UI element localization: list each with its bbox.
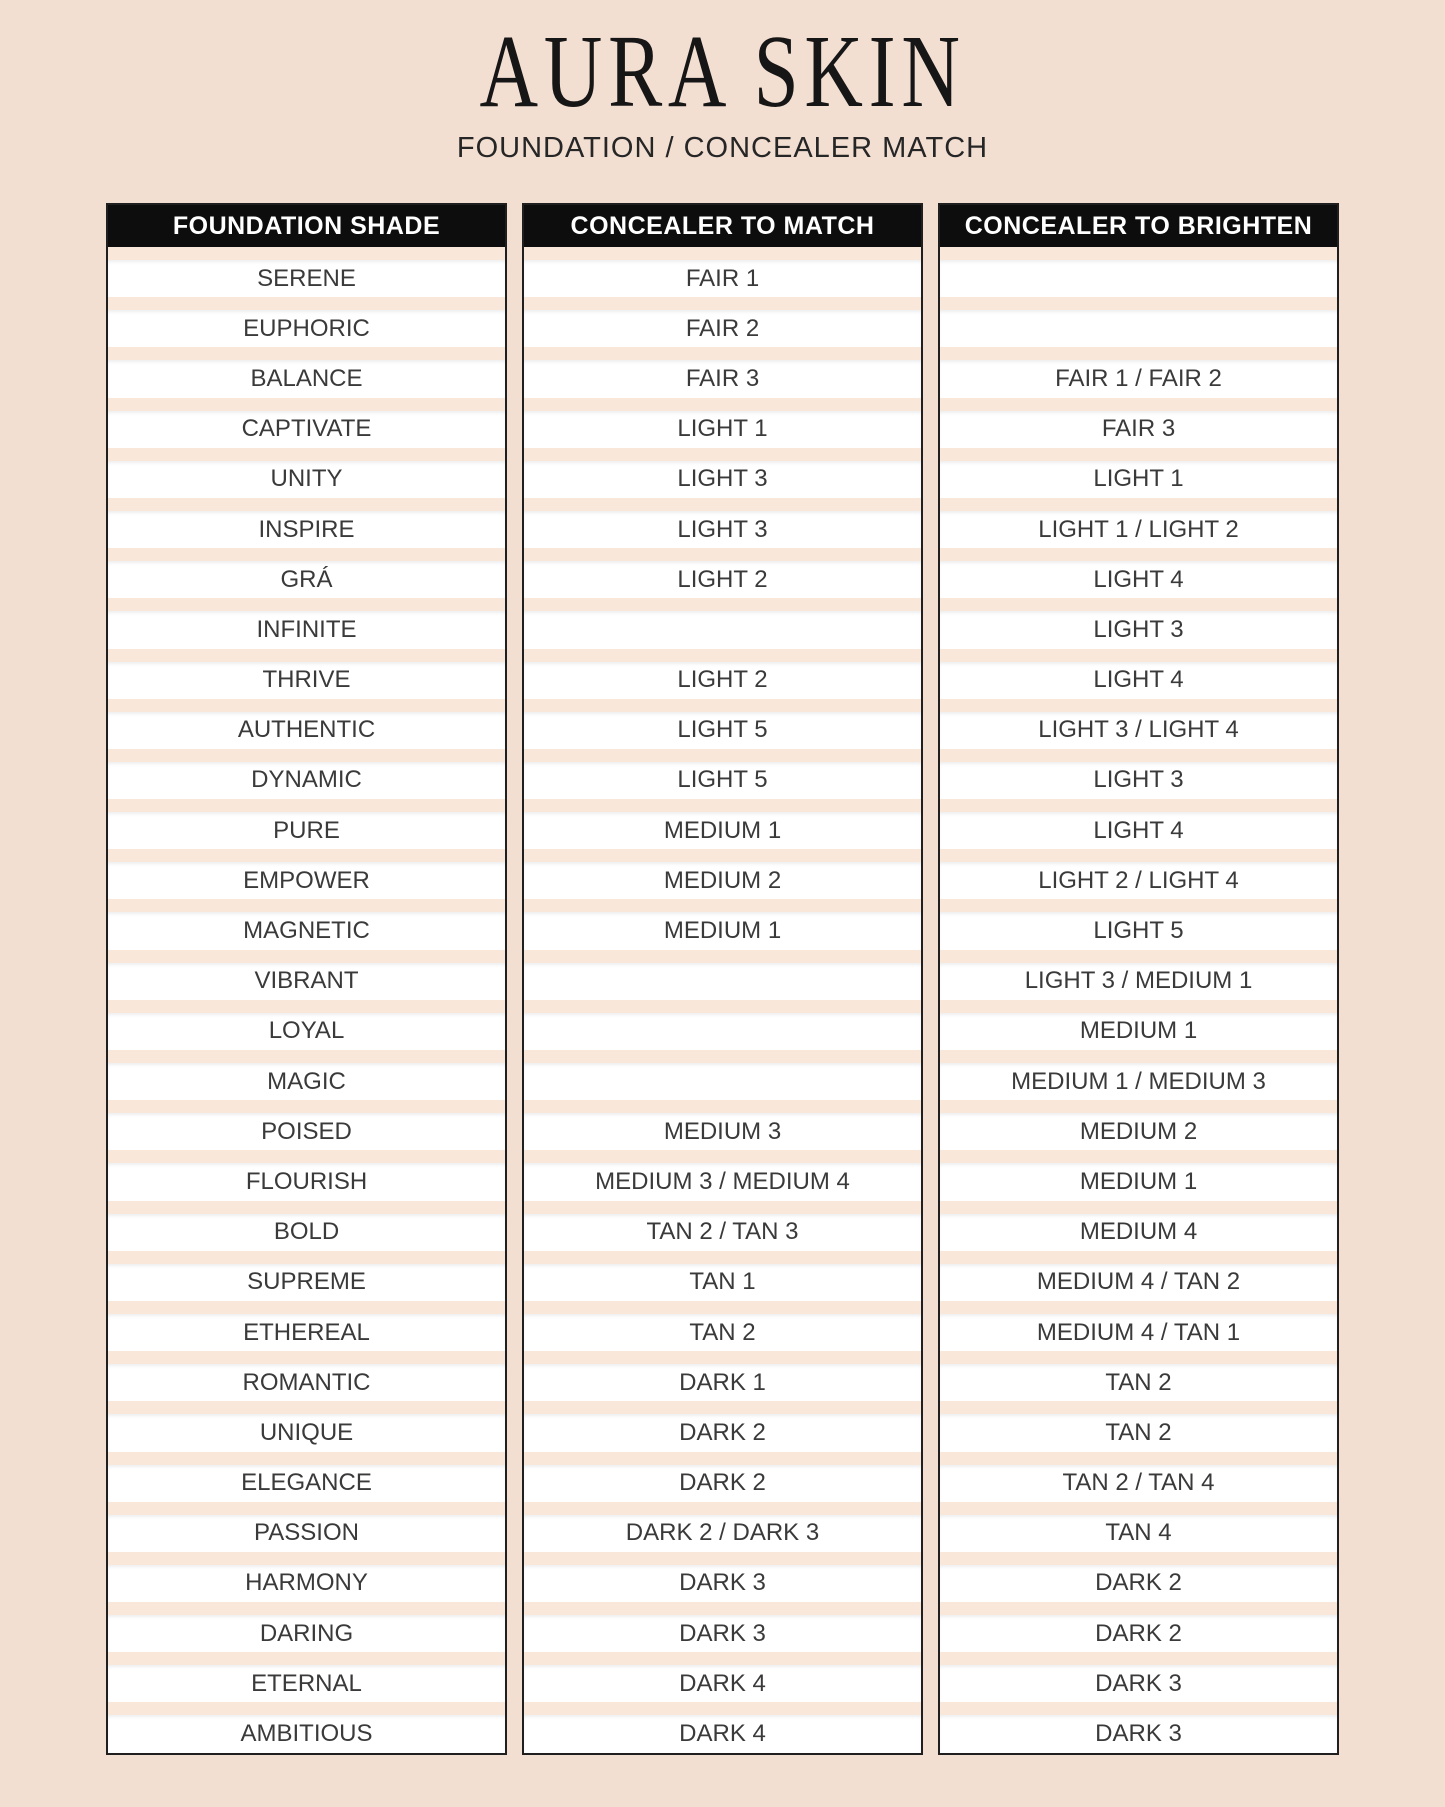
page-subtitle: FOUNDATION / CONCEALER MATCH (456, 132, 989, 164)
table-cell: MEDIUM 1 (940, 1163, 1337, 1200)
table-cell: LIGHT 3 / MEDIUM 1 (940, 963, 1337, 1000)
table-cell: SUPREME (108, 1264, 505, 1301)
table-cell (940, 260, 1337, 297)
table-cell: TAN 2 (940, 1414, 1337, 1451)
table-cell: CAPTIVATE (108, 411, 505, 448)
table-cell: LOYAL (108, 1013, 505, 1050)
column-header-concealer-to-brighten: CONCEALER TO BRIGHTEN (940, 205, 1337, 247)
table-cell: PASSION (108, 1515, 505, 1552)
table-cell: LIGHT 3 (940, 762, 1337, 799)
table-cell: FAIR 1 (524, 260, 921, 297)
brand-header (0, 0, 1445, 129)
table-cell (524, 1063, 921, 1100)
table-cell: ROMANTIC (108, 1364, 505, 1401)
table-cell: DARK 3 (940, 1665, 1337, 1702)
column-header-foundation-shade: FOUNDATION SHADE (108, 205, 505, 247)
table-cell: INFINITE (108, 611, 505, 648)
table-cell: DARING (108, 1615, 505, 1652)
table-cell: DARK 3 (524, 1615, 921, 1652)
table-cell: SERENE (108, 260, 505, 297)
table-cell: THRIVE (108, 662, 505, 699)
table-cell: MEDIUM 1 (940, 1013, 1337, 1050)
table-cell: EUPHORIC (108, 310, 505, 347)
concealer-to-brighten-column (938, 203, 1339, 1755)
table-cell: ETHEREAL (108, 1314, 505, 1351)
table-cell: MAGNETIC (108, 912, 505, 949)
table-cell: LIGHT 3 (524, 461, 921, 498)
table-cell: MEDIUM 4 / TAN 2 (940, 1264, 1337, 1301)
table-cell (524, 611, 921, 648)
table-cell: VIBRANT (108, 963, 505, 1000)
table-cell: DARK 4 (524, 1665, 921, 1702)
table-cell: POISED (108, 1113, 505, 1150)
table-cell: TAN 2 / TAN 4 (940, 1465, 1337, 1502)
concealer-to-brighten-rows (940, 260, 1337, 1753)
table-cell: MEDIUM 1 / MEDIUM 3 (940, 1063, 1337, 1100)
table-cell: LIGHT 2 (524, 662, 921, 699)
table-cell: MEDIUM 1 (524, 912, 921, 949)
table-cell: BALANCE (108, 360, 505, 397)
table-cell: DARK 2 (940, 1565, 1337, 1602)
table-cell: DARK 1 (524, 1364, 921, 1401)
table-cell: TAN 1 (524, 1264, 921, 1301)
table-cell: LIGHT 1 (940, 461, 1337, 498)
table-cell: FAIR 3 (940, 411, 1337, 448)
table-cell: MEDIUM 3 (524, 1113, 921, 1150)
table-cell: LIGHT 3 / LIGHT 4 (940, 712, 1337, 749)
table-cell: DARK 2 (524, 1465, 921, 1502)
table-cell: LIGHT 1 (524, 411, 921, 448)
table-cell: ETERNAL (108, 1665, 505, 1702)
table-cell: LIGHT 5 (524, 712, 921, 749)
concealer-to-match-rows (524, 260, 921, 1753)
table-cell: HARMONY (108, 1565, 505, 1602)
table-cell: AUTHENTIC (108, 712, 505, 749)
table-cell: DARK 2 (940, 1615, 1337, 1652)
table-cell: FAIR 2 (524, 310, 921, 347)
table-cell: AMBITIOUS (108, 1715, 505, 1752)
table-cell: MEDIUM 3 / MEDIUM 4 (524, 1163, 921, 1200)
table-cell: LIGHT 2 (524, 561, 921, 598)
table-cell: ELEGANCE (108, 1465, 505, 1502)
table-cell: DARK 3 (940, 1715, 1337, 1752)
table-cell: GRÁ (108, 561, 505, 598)
table-cell: UNITY (108, 461, 505, 498)
table-cell: EMPOWER (108, 862, 505, 899)
table-cell (524, 963, 921, 1000)
table-cell: BOLD (108, 1214, 505, 1251)
table-cell: LIGHT 5 (940, 912, 1337, 949)
table-cell: MEDIUM 2 (524, 862, 921, 899)
table-cell (524, 1013, 921, 1050)
table-cell: TAN 2 (524, 1314, 921, 1351)
table-cell: MEDIUM 4 (940, 1214, 1337, 1251)
shade-match-table (106, 203, 1339, 1755)
table-cell: TAN 2 / TAN 3 (524, 1214, 921, 1251)
table-cell: INSPIRE (108, 511, 505, 548)
concealer-to-match-column (522, 203, 923, 1755)
table-cell: MEDIUM 4 / TAN 1 (940, 1314, 1337, 1351)
table-cell: DARK 2 (524, 1414, 921, 1451)
table-cell: DARK 2 / DARK 3 (524, 1515, 921, 1552)
foundation-shade-rows (108, 260, 505, 1753)
table-cell: DARK 3 (524, 1565, 921, 1602)
table-cell: DARK 4 (524, 1715, 921, 1752)
table-cell: LIGHT 3 (524, 511, 921, 548)
column-header-concealer-to-match: CONCEALER TO MATCH (524, 205, 921, 247)
table-cell: LIGHT 5 (524, 762, 921, 799)
table-cell: LIGHT 3 (940, 611, 1337, 648)
table-cell: DYNAMIC (108, 762, 505, 799)
table-cell: MEDIUM 1 (524, 812, 921, 849)
table-cell: LIGHT 1 / LIGHT 2 (940, 511, 1337, 548)
table-cell: FLOURISH (108, 1163, 505, 1200)
foundation-shade-column (106, 203, 507, 1755)
table-cell: LIGHT 4 (940, 561, 1337, 598)
table-cell: MAGIC (108, 1063, 505, 1100)
table-cell: TAN 4 (940, 1515, 1337, 1552)
table-cell: LIGHT 2 / LIGHT 4 (940, 862, 1337, 899)
table-cell: UNIQUE (108, 1414, 505, 1451)
table-cell: TAN 2 (940, 1364, 1337, 1401)
table-cell: LIGHT 4 (940, 812, 1337, 849)
brand-title: AURA SKIN (479, 14, 966, 129)
table-cell: PURE (108, 812, 505, 849)
table-cell: LIGHT 4 (940, 662, 1337, 699)
table-cell (940, 310, 1337, 347)
table-cell: MEDIUM 2 (940, 1113, 1337, 1150)
table-cell: FAIR 3 (524, 360, 921, 397)
table-cell: FAIR 1 / FAIR 2 (940, 360, 1337, 397)
